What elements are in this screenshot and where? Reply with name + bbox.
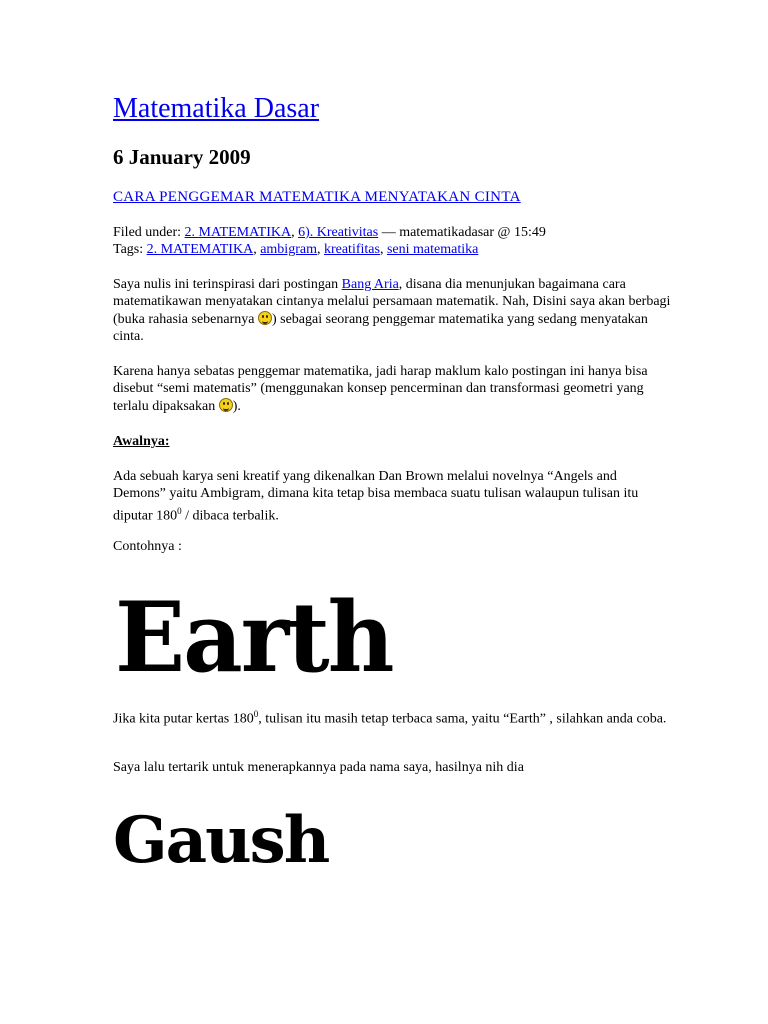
smiley-icon	[258, 311, 272, 325]
post-date: 6 January 2009	[113, 145, 251, 169]
subheading-awalnya: Awalnya:	[113, 434, 170, 449]
tag-link[interactable]: kreatifitas	[323, 242, 380, 257]
ambigram-intro-text: Ada sebuah karya seni kreatif yang dikenalkan Dan Brown melalui novelnya “Angels and Demons” yaitu Ambigram, dimana kita tetap bisa membaca suatu tulisan walaupun tulisan itu diputar 180	[113, 469, 639, 524]
rotate-text-2: , tulisan itu masih tetap terbaca sama, yaitu “Earth” , silahkan anda coba.	[258, 711, 667, 727]
tag-link[interactable]: 2. MATEMATIKA	[146, 242, 254, 257]
tag-link[interactable]: ambigram	[260, 242, 317, 257]
semi-text: Karena hanya sebatas penggemar matematika, jadi harap maklum kalo postingan ini hanya bisa disebut “semi matematis” (menggunakan konsep pencerminan dan transformasi geometri yang terlalu dipaksakan	[113, 364, 648, 414]
tags-line: Tags: 2. MATEMATIKA, ambigram, kreatifitas, seni matematika	[113, 242, 479, 257]
degree-superscript: 0	[177, 505, 182, 516]
paragraph-rotate	[113, 706, 673, 728]
smiley-icon	[219, 398, 233, 412]
paragraph-name-ambigram: Saya lalu tertarik untuk menerapkannya pada nama saya, hasilnya nih dia	[113, 760, 524, 775]
paragraph-intro	[113, 276, 673, 345]
ambigram-intro-text-2: / dibaca terbalik.	[181, 508, 279, 524]
name-ambigram-image	[113, 800, 329, 880]
name-ambigram-graphic	[113, 800, 329, 880]
degree-superscript: 0	[253, 709, 259, 719]
paragraph-ambigram-intro	[113, 468, 673, 525]
filed-under-line	[113, 224, 546, 241]
tag-link[interactable]: seni matematika	[386, 242, 479, 257]
category-link-kreativitas[interactable]: 6). Kreativitas	[298, 225, 379, 240]
earth-ambigram-graphic	[113, 568, 393, 695]
post-title-link[interactable]: CARA PENGGEMAR MATEMATIKA MENYATAKAN CINTA	[113, 189, 521, 205]
tags-label: Tags:	[113, 242, 144, 257]
intro-text-3: ) sebagai seorang penggemar matematika yang sedang menyatakan cinta.	[113, 311, 648, 344]
bang-aria-link[interactable]: Bang Aria	[341, 277, 399, 292]
filed-under-label: Filed under:	[113, 225, 182, 240]
paragraph-semi-matematis	[113, 363, 673, 415]
earth-ambigram-image	[113, 568, 393, 695]
name-ambigram-glyphs: Gaush	[113, 803, 329, 878]
category-separator: ,	[291, 225, 295, 240]
semi-text-2: ).	[232, 398, 241, 414]
category-link-matematika[interactable]: 2. MATEMATIKA	[184, 225, 292, 240]
earth-ambigram-glyphs: Earth	[115, 580, 393, 695]
intro-text: Saya nulis ini terinspirasi dari postingan	[113, 277, 339, 292]
post-author-time: — matematikadasar @ 15:49	[381, 225, 546, 240]
site-title-link[interactable]: Matematika Dasar	[113, 93, 320, 124]
rotate-text: Jika kita putar kertas 180	[113, 711, 254, 727]
intro-text-2: , disana dia menunjukan bagaimana cara matematikawan menyatakan cintanya melalui persamaan matematik. Nah, Disini saya akan berbagi (buka rahasia sebenarnya	[113, 277, 671, 327]
paragraph-contohnya: Contohnya :	[113, 539, 182, 554]
